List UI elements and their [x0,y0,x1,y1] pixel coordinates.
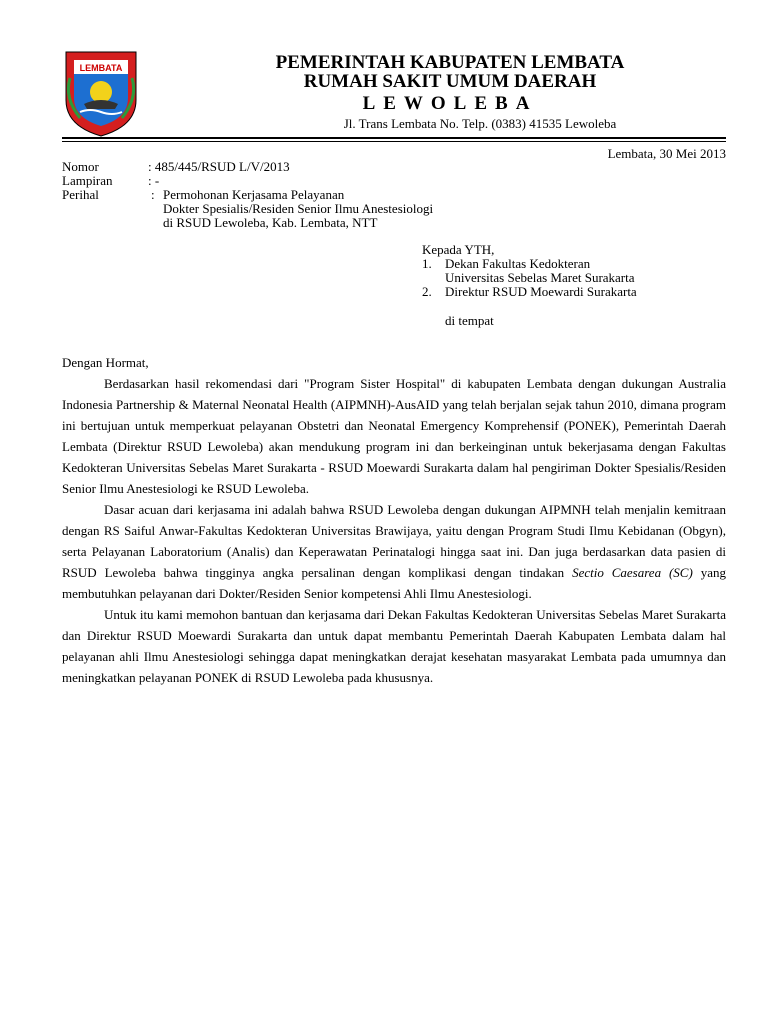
letter-date: Lembata, 30 Mei 2013 [607,146,726,161]
header-rule-thick [62,137,726,139]
perihal-line-2: Dokter Spesialis/Residen Senior Ilmu Anestesiologi [163,201,434,216]
recipient-2-line-1: Direktur RSUD Moewardi Surakarta [445,284,637,299]
letter-body [62,373,726,688]
logo-text: LEMBATA [79,63,123,73]
perihal-line-3: di RSUD Lewoleba, Kab. Lembata, NTT [163,215,378,230]
header-rule-thin [62,141,726,142]
paragraph-1: Berdasarkan hasil rekomendasi dari "Program Sister Hospital" di kabupaten Lembata dengan dukungan Australia Indonesia Partnership & Maternal Neonatal Health (AIPMNH)-AusAID yang telah berjalan sejak tahun 2010, dimana program ini bertujuan untuk memperkuat pelayanan Obstetri dan Neonatal Emergency Komprehensif (PONEK), Pemerintah Daerah Lembata (Direktur RSUD Lewoleba) akan mendukung program ini dan berkeinginan untuk bekerjasama dengan Fakultas Kedokteran Universitas Sebelas Maret Surakarta - RSUD Moewardi Surakarta dalam hal pengiriman Dokter Spesialis/Residen Senior Ilmu Anestesiologi ke RSUD Lewoleba. [62,376,726,496]
paragraph-2-part-2: yang membutuhkan pelayanan dari Dokter/Residen Senior kompetensi Ahli Ilmu Anestesiologi. [62,565,726,601]
paragraph-2 [62,499,726,604]
paragraph-2-italic: Sectio Caesarea (SC) [572,565,693,580]
recipient-1-line-1: Dekan Fakultas Kedokteran [445,256,591,271]
perihal-colon: : [151,187,155,202]
letterhead-government: PEMERINTAH KABUPATEN LEMBATA [275,52,625,73]
nomor-value: : 485/445/RSUD L/V/2013 [148,159,290,174]
lampiran-value: : - [148,173,160,188]
perihal-label: Perihal [62,187,99,202]
lampiran-label: Lampiran [62,173,113,188]
perihal-line-1: Permohonan Kerjasama Pelayanan [163,187,345,202]
letterhead-hospital: RUMAH SAKIT UMUM DAERAH [303,71,597,92]
recipient-kepada: Kepada YTH, [422,242,495,257]
salutation: Dengan Hormat, [62,355,149,370]
letterhead-city: LEWOLEBA [362,93,538,114]
coat-of-arms-logo [60,48,142,138]
recipient-1-number: 1. [422,256,432,271]
paragraph-3: Untuk itu kami memohon bantuan dan kerjasama dari Dekan Fakultas Kedokteran Universitas Sebelas Maret Surakarta dan Direktur RSUD Moewardi Surakarta dan untuk dapat membantu Pemerintah Daerah Kabupaten Lembata dalam hal pelayanan ahli Ilmu Anestesiologi sehingga dapat meningkatkan derajat kesehatan masyarakat Lembata pada umumnya dan meningkatkan pelayanan PONEK di RSUD Lewoleba pada khususnya. [62,607,726,685]
letterhead-address: Jl. Trans Lembata No. Telp. (0383) 41535 Lewoleba [343,116,617,131]
recipient-di-tempat: di tempat [445,313,494,328]
recipient-2-number: 2. [422,284,432,299]
nomor-label: Nomor [62,159,99,174]
paragraph-2-part-1: Dasar acuan dari kerjasama ini adalah bahwa RSUD Lewoleba dengan dukungan AIPMNH telah menjalin kemitraan dengan RS Saiful Anwar-Fakultas Kedokteran Universitas Brawijaya, yaitu dengan Program Studi Ilmu Kebidanan (Obgyn), serta Pelayanan Laboratorium (Analis) dan Keperawatan Perinatalogi hingga saat ini. Dan juga berdasarkan data pasien di RSUD Lewoleba bahwa tingginya angka persalinan dengan komplikasi dengan tindakan [62,502,726,580]
recipient-1-line-2: Universitas Sebelas Maret Surakarta [445,270,635,285]
